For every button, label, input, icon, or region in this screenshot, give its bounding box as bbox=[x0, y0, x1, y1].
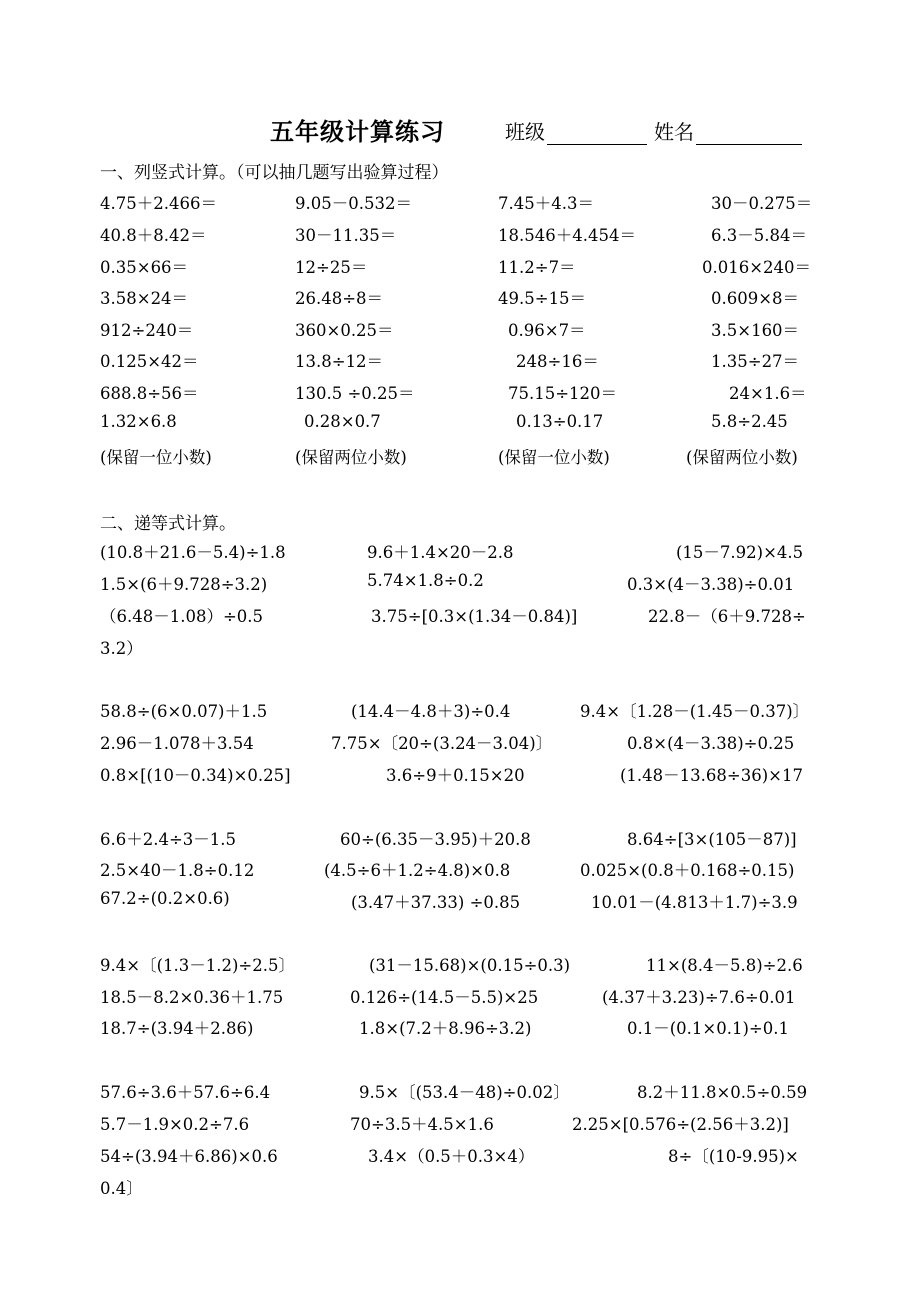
section2-problem: 60÷(6.35－3.95)＋20.8 bbox=[340, 830, 531, 849]
section2-problem: (10.8＋21.6－5.4)÷1.8 bbox=[100, 543, 286, 562]
section1-problem: 0.35×66＝ bbox=[100, 258, 189, 277]
section2-problem: 54÷(3.94＋6.86)×0.6 bbox=[100, 1147, 278, 1166]
section1-problem: 11.2÷7＝ bbox=[498, 258, 576, 277]
section2-row bbox=[0, 984, 920, 1014]
section1-problem: (保留两位小数) bbox=[295, 448, 407, 467]
section1-problem: 13.8÷12＝ bbox=[295, 352, 384, 371]
section1-row bbox=[0, 348, 920, 378]
section1-row bbox=[0, 222, 920, 252]
section1-problem: 3.58×24＝ bbox=[100, 289, 189, 308]
section1-problem: 5.8÷2.45 bbox=[711, 412, 788, 431]
section1-problem: 912÷240＝ bbox=[100, 321, 194, 340]
section2-row bbox=[0, 571, 920, 601]
name-label: 姓名 bbox=[654, 120, 694, 144]
section1-problem: 360×0.25＝ bbox=[295, 321, 394, 340]
section2-problem: 18.7÷(3.94＋2.86) bbox=[100, 1019, 254, 1038]
section2-row bbox=[0, 603, 920, 633]
section1-problem: 26.48÷8＝ bbox=[295, 289, 384, 308]
section1-row bbox=[0, 285, 920, 315]
section2-problem: 0.8×(4－3.38)÷0.25 bbox=[627, 734, 795, 753]
page-title: 五年级计算练习 bbox=[270, 117, 445, 146]
section1-row bbox=[0, 254, 920, 284]
class-blank[interactable] bbox=[547, 120, 647, 145]
section2-problem: 9.5×〔(53.4－48)÷0.02〕 bbox=[359, 1083, 570, 1102]
section2-problem: 57.6÷3.6＋57.6÷6.4 bbox=[100, 1083, 271, 1102]
section2-problem: (14.4－4.8＋3)÷0.4 bbox=[351, 702, 511, 721]
section2-heading: 二、递等式计算。 bbox=[100, 514, 236, 534]
class-label: 班级 bbox=[505, 120, 545, 144]
section2-row bbox=[0, 539, 920, 569]
section1-problem: 30－0.275＝ bbox=[711, 194, 813, 213]
section2-problem: (4.5÷6＋1.2÷4.8)×0.8 bbox=[324, 861, 511, 880]
section2-row bbox=[0, 730, 920, 760]
section1-problem: 3.5×160＝ bbox=[711, 321, 800, 340]
name-field bbox=[654, 116, 802, 145]
section2-problem: 5.74×1.8÷0.2 bbox=[367, 571, 484, 590]
section2-problem: 10.01－(4.813＋1.7)÷3.9 bbox=[591, 893, 798, 912]
section2-row bbox=[0, 1015, 920, 1045]
section1-row bbox=[0, 380, 920, 410]
section1-row bbox=[0, 412, 920, 442]
section2-problem: 1.5×(6＋9.728÷3.2) bbox=[100, 575, 268, 594]
section2-row bbox=[0, 1079, 920, 1109]
section1-problem: 130.5 ÷0.25＝ bbox=[295, 384, 415, 403]
class-field bbox=[505, 116, 647, 145]
section2-row bbox=[0, 635, 920, 665]
section2-problem: 5.7－1.9×0.2÷7.6 bbox=[100, 1115, 250, 1134]
section2-problem: 9.4×〔1.28－(1.45－0.37)〕 bbox=[580, 702, 810, 721]
header bbox=[0, 112, 920, 148]
section1-problem: 7.45＋4.3＝ bbox=[498, 194, 594, 213]
section2-problem: 2.25×[0.576÷(2.56＋3.2)] bbox=[572, 1115, 789, 1134]
section1-problem: 1.35÷27＝ bbox=[711, 352, 800, 371]
section1-problem: 24×1.6＝ bbox=[729, 384, 807, 403]
section2-row bbox=[0, 1175, 920, 1205]
section2-problem: （6.48－1.08）÷0.5 bbox=[100, 607, 264, 626]
section1-problem: 12÷25＝ bbox=[295, 258, 368, 277]
section2-row bbox=[0, 1143, 920, 1173]
section2-problem: 1.8×(7.2＋8.96÷3.2) bbox=[359, 1019, 532, 1038]
section1-problem: 9.05－0.532＝ bbox=[295, 194, 412, 213]
section2-problem: (3.47＋37.33) ÷0.85 bbox=[351, 893, 521, 912]
section2-problem: 3.2） bbox=[100, 639, 143, 658]
section2-problem: 9.4×〔(1.3－1.2)÷2.5〕 bbox=[100, 956, 295, 975]
section1-problem: 30－11.35＝ bbox=[295, 226, 397, 245]
section2-problem: 0.4〕 bbox=[100, 1179, 143, 1198]
section2-problem: (1.48－13.68÷36)×17 bbox=[620, 766, 803, 785]
section2-problem: 58.8÷(6×0.07)＋1.5 bbox=[100, 702, 268, 721]
section1-problem: (保留一位小数) bbox=[100, 448, 212, 467]
section1-problem: 0.609×8＝ bbox=[711, 289, 800, 308]
section2-problem: 2.96－1.078＋3.54 bbox=[100, 734, 254, 753]
section2-problem: 0.8×[(10－0.34)×0.25] bbox=[100, 766, 291, 785]
section2-row bbox=[0, 826, 920, 856]
section1-problem: 1.32×6.8 bbox=[100, 412, 177, 431]
section1-row bbox=[0, 190, 920, 220]
section2-row bbox=[0, 698, 920, 728]
section2-problem: 18.5－8.2×0.36＋1.75 bbox=[100, 988, 284, 1007]
section1-problem: 40.8＋8.42＝ bbox=[100, 226, 207, 245]
section1-problem: 0.96×7＝ bbox=[508, 321, 586, 340]
section1-problem: 18.546＋4.454＝ bbox=[498, 226, 636, 245]
section1-problem: 248÷16＝ bbox=[516, 352, 599, 371]
section2-problem: 7.75×〔20÷(3.24－3.04)〕 bbox=[331, 734, 553, 753]
name-blank[interactable] bbox=[696, 120, 802, 145]
section1-problem: 688.8÷56＝ bbox=[100, 384, 199, 403]
section2-row bbox=[0, 889, 920, 919]
section2-row bbox=[0, 952, 920, 982]
section2-problem: 6.6＋2.4÷3－1.5 bbox=[100, 830, 237, 849]
section2-problem: 3.6÷9＋0.15×20 bbox=[386, 766, 525, 785]
section2-problem: 8.64÷[3×(105－87)] bbox=[627, 830, 797, 849]
section2-problem: 0.025×(0.8＋0.168÷0.15) bbox=[580, 861, 795, 880]
section1-problem: 4.75＋2.466＝ bbox=[100, 194, 217, 213]
section2-problem: 0.3×(4－3.38)÷0.01 bbox=[627, 575, 795, 594]
section1-problem: 0.125×42＝ bbox=[100, 352, 199, 371]
section2-problem: 3.75÷[0.3×(1.34－0.84)] bbox=[371, 607, 578, 626]
section2-row bbox=[0, 857, 920, 887]
section2-problem: (15－7.92)×4.5 bbox=[676, 543, 804, 562]
section1-problem: 75.15÷120＝ bbox=[508, 384, 618, 403]
section2-problem: 22.8－（6＋9.728÷ bbox=[648, 607, 806, 626]
section2-problem: 2.5×40－1.8÷0.12 bbox=[100, 861, 255, 880]
section2-problem: 8.2＋11.8×0.5÷0.59 bbox=[637, 1083, 808, 1102]
section2-problem: 9.6＋1.4×20－2.8 bbox=[367, 543, 514, 562]
section1-row bbox=[0, 317, 920, 347]
section1-problem: (保留一位小数) bbox=[498, 448, 610, 467]
section1-problem: 0.016×240＝ bbox=[702, 258, 812, 277]
section1-problem: 0.28×0.7 bbox=[304, 412, 381, 431]
section2-row bbox=[0, 1111, 920, 1141]
section2-problem: (4.37＋3.23)÷7.6÷0.01 bbox=[602, 988, 796, 1007]
section2-problem: 8÷〔(10-9.95)× bbox=[668, 1147, 799, 1166]
section2-problem: 0.126÷(14.5－5.5)×25 bbox=[350, 988, 539, 1007]
section2-problem: 70÷3.5＋4.5×1.6 bbox=[350, 1115, 494, 1134]
section1-problem: 0.13÷0.17 bbox=[516, 412, 604, 431]
section1-row bbox=[0, 444, 920, 474]
section2-problem: 11×(8.4－5.8)÷2.6 bbox=[646, 956, 803, 975]
section2-problem: 3.4×（0.5＋0.3×4） bbox=[368, 1147, 535, 1166]
section2-problem: 0.1－(0.1×0.1)÷0.1 bbox=[627, 1019, 789, 1038]
section1-problem: (保留两位小数) bbox=[686, 448, 798, 467]
section2-problem: 67.2÷(0.2×0.6) bbox=[100, 889, 230, 908]
section2-problem: (31－15.68)×(0.15÷0.3) bbox=[369, 956, 571, 975]
section1-problem: 6.3－5.84＝ bbox=[711, 226, 807, 245]
section1-problem: 49.5÷15＝ bbox=[498, 289, 587, 308]
section1-heading: 一、列竖式计算。（可以抽几题写出验算过程） bbox=[100, 163, 449, 183]
section2-row bbox=[0, 762, 920, 792]
